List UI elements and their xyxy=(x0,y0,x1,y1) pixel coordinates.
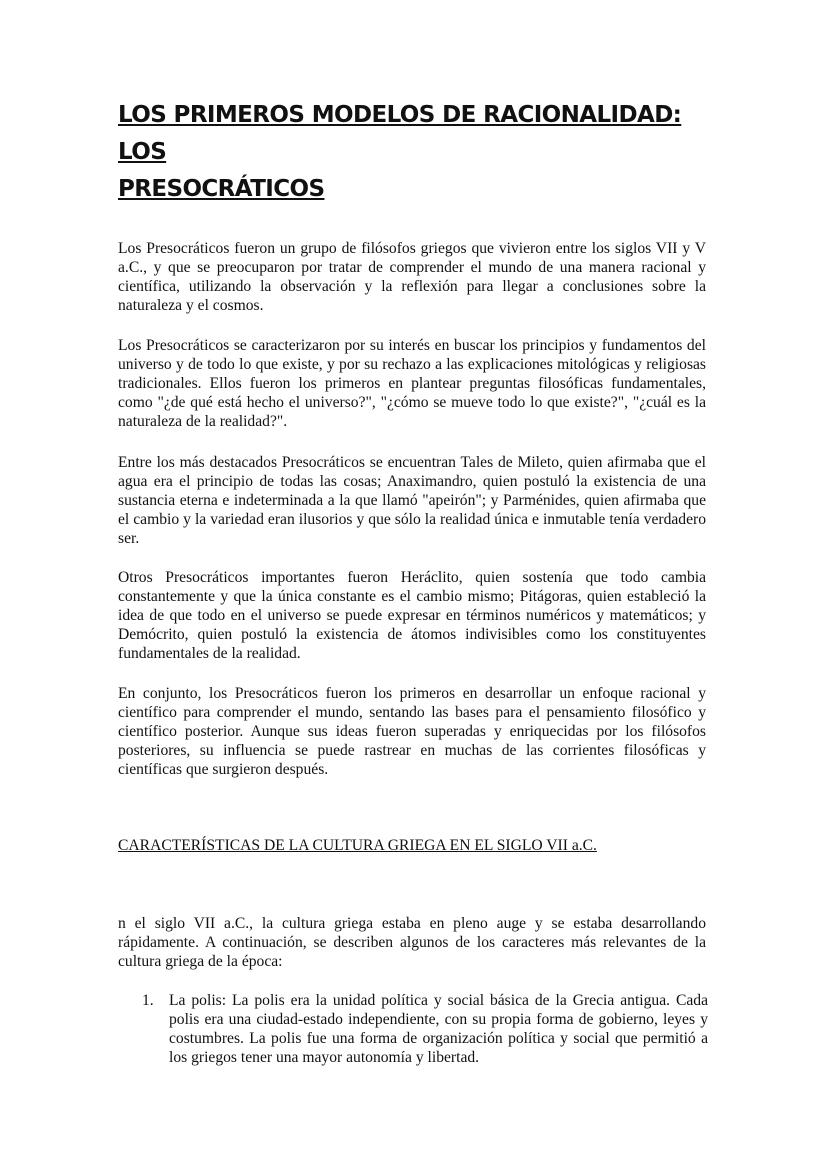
paragraph-other-presocratics: Otros Presocráticos importantes fueron Heráclito, quien sostenía que todo cambia constantemente y que la única constante es el cambio mismo; Pitágoras, quien estableció la idea de que todo en el universo se puede expresar en términos numéricos y matemáticos; y Demócrito, quien postuló la existencia de átomos indivisibles como los constituyentes fundamentales de la realidad. xyxy=(118,569,706,662)
title-line-1: LOS PRIMEROS MODELOS DE RACIONALIDAD: LOS xyxy=(118,102,682,165)
paragraph-notable-presocratics: Entre los más destacados Presocráticos se encuentran Tales de Mileto, quien afirmaba que el agua era el principio de todas las cosas; Anaximandro, quien postuló la existencia de una sustancia eterna e indeterminada a la que llamó "apeirón"; y Parménides, quien afirmaba que el cambio y la variedad eran ilusorios y que sólo la realidad única e inmutable tenía verdadero ser. xyxy=(118,454,706,547)
paragraph-conclusion: En conjunto, los Presocráticos fueron los primeros en desarrollar un enfoque racional y científico para comprender el mundo, sentando las bases para el pensamiento filosófico y científico posterior. Aunque sus ideas fueron superadas y enriquecidas por los filósofos posteriores, su influencia se puede rastrear en muchas de las corrientes filosóficas y científicas que surgieron después. xyxy=(118,685,706,778)
section-heading: CARACTERÍSTICAS DE LA CULTURA GRIEGA EN EL SIGLO VII a.C. xyxy=(118,837,597,854)
list-item-number: 1. xyxy=(142,992,154,1009)
culture-list xyxy=(142,991,708,1067)
list-item-text: La polis: La polis era la unidad política y social básica de la Grecia antigua. Cada polis era una ciudad-estado independiente, con su propia forma de gobierno, leyes y costumbres. La polis fue una forma de organización política y social que permitió a los griegos tener una mayor autonomía y libertad. xyxy=(169,992,708,1066)
title-line-2: PRESOCRÁTICOS xyxy=(118,176,325,202)
paragraph-characteristics: Los Presocráticos se caracterizaron por su interés en buscar los principios y fundamentos del universo y de todo lo que existe, y por su rechazo a las explicaciones mitológicas y religiosas tradicionales. Ellos fueron los primeros en plantear preguntas filosóficas fundamentales, como "¿de qué está hecho el universo?", "¿cómo se mueve todo lo que existe?", "¿cuál es la naturaleza de la realidad?". xyxy=(118,337,706,430)
paragraph-intro: Los Presocráticos fueron un grupo de filósofos griegos que vivieron entre los siglos VII y V a.C., y que se preocuparon por tratar de comprender el mundo de una manera racional y científica, utilizando la observación y la reflexión para llegar a conclusiones sobre la naturaleza y el cosmos. xyxy=(118,240,706,314)
document-title xyxy=(118,97,718,208)
section-intro-paragraph: n el siglo VII a.C., la cultura griega estaba en pleno auge y se estaba desarrollando rápidamente. A continuación, se describen algunos de los caracteres más relevantes de la cultura griega de la época: xyxy=(118,915,706,970)
list-item xyxy=(142,991,708,1067)
